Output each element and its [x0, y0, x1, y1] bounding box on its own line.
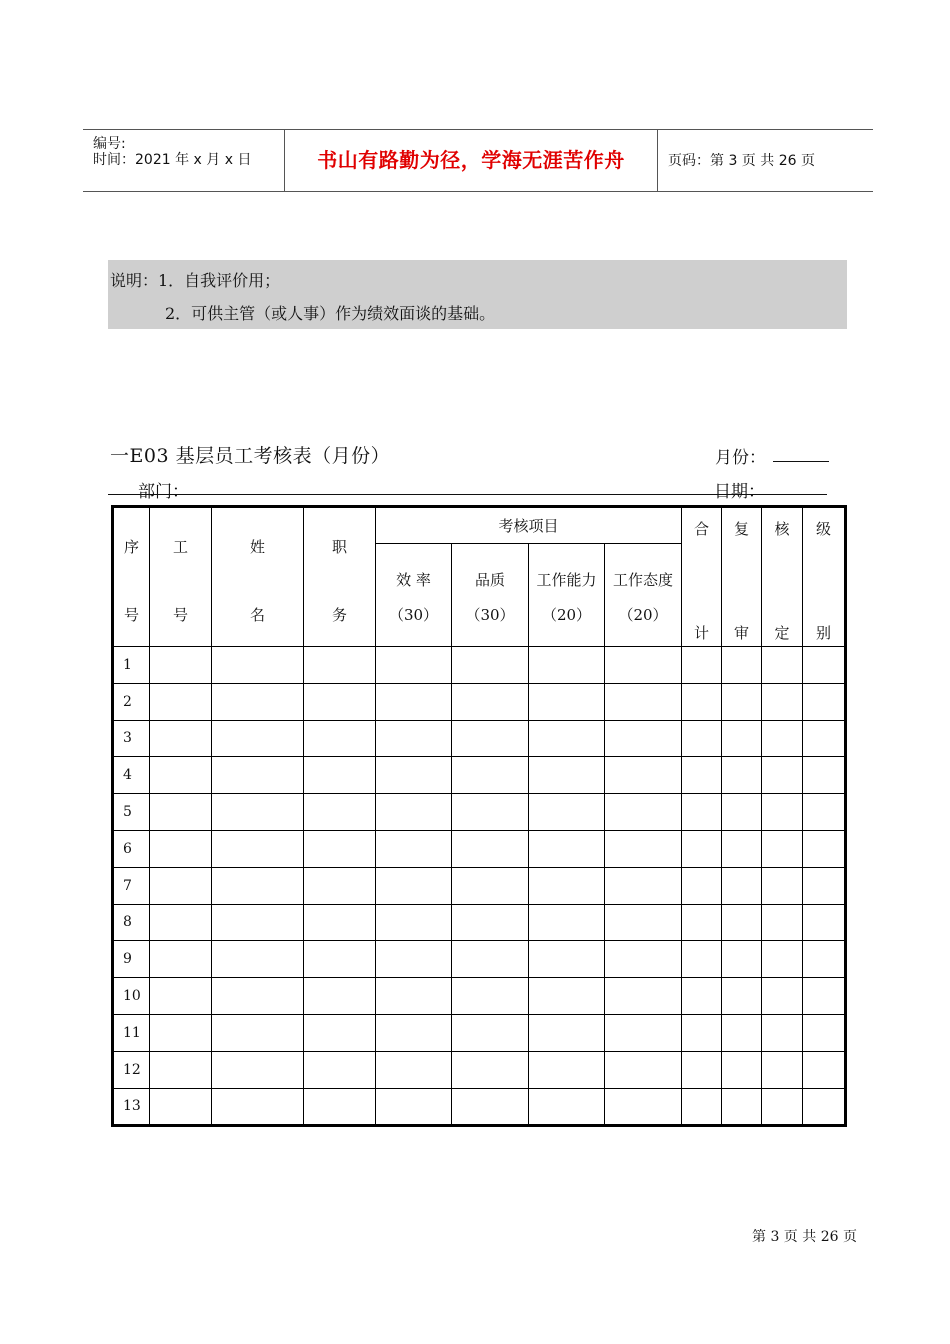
empty-cell[interactable]: [803, 1014, 846, 1051]
empty-cell[interactable]: [722, 867, 762, 904]
row-number: 13: [113, 1088, 150, 1126]
empty-cell[interactable]: [150, 1014, 212, 1051]
row-number: 9: [113, 941, 150, 978]
empty-cell[interactable]: [212, 1088, 304, 1126]
empty-cell[interactable]: [376, 647, 452, 684]
empty-cell[interactable]: [803, 830, 846, 867]
empty-cell[interactable]: [722, 757, 762, 794]
table-row: [113, 1014, 846, 1051]
table-row: [113, 647, 846, 684]
empty-cell[interactable]: [150, 794, 212, 831]
table-row: [113, 720, 846, 757]
empty-cell[interactable]: [722, 1088, 762, 1126]
empty-cell[interactable]: [452, 647, 529, 684]
empty-cell[interactable]: [762, 1014, 803, 1051]
empty-cell[interactable]: [150, 757, 212, 794]
empty-cell[interactable]: [376, 1051, 452, 1088]
empty-cell[interactable]: [376, 1014, 452, 1051]
empty-cell[interactable]: [682, 1051, 722, 1088]
empty-cell[interactable]: [803, 683, 846, 720]
table-row: [113, 867, 846, 904]
header-level: 级 别: [803, 507, 846, 647]
empty-cell[interactable]: [803, 1051, 846, 1088]
empty-cell[interactable]: [452, 978, 529, 1015]
header-employee-id: 工 号: [150, 507, 212, 647]
empty-cell[interactable]: [529, 794, 605, 831]
empty-cell[interactable]: [529, 904, 605, 941]
row-number: 5: [113, 794, 150, 831]
empty-cell[interactable]: [762, 757, 803, 794]
row-number: 3: [113, 720, 150, 757]
header-efficiency: 效 率 （30）: [376, 544, 452, 647]
empty-cell[interactable]: [605, 904, 682, 941]
empty-cell[interactable]: [304, 1014, 376, 1051]
empty-cell[interactable]: [452, 941, 529, 978]
row-number: 11: [113, 1014, 150, 1051]
empty-cell[interactable]: [762, 904, 803, 941]
empty-cell[interactable]: [376, 720, 452, 757]
empty-cell[interactable]: [150, 978, 212, 1015]
evaluation-table: [111, 505, 847, 1127]
empty-cell[interactable]: [304, 683, 376, 720]
empty-cell[interactable]: [212, 904, 304, 941]
table-row: [113, 757, 846, 794]
empty-cell[interactable]: [722, 978, 762, 1015]
empty-cell[interactable]: [376, 904, 452, 941]
empty-cell[interactable]: [212, 794, 304, 831]
empty-cell[interactable]: [150, 647, 212, 684]
table-row: [113, 830, 846, 867]
header-total: 合 计: [682, 507, 722, 647]
empty-cell[interactable]: [452, 904, 529, 941]
empty-cell[interactable]: [682, 867, 722, 904]
empty-cell[interactable]: [605, 1014, 682, 1051]
empty-cell[interactable]: [529, 720, 605, 757]
empty-cell[interactable]: [150, 904, 212, 941]
empty-cell[interactable]: [529, 1014, 605, 1051]
form-title: 一E03 基层员工考核表（月份）: [110, 445, 391, 467]
empty-cell[interactable]: [376, 941, 452, 978]
table-row: [113, 794, 846, 831]
empty-cell[interactable]: [605, 794, 682, 831]
empty-cell[interactable]: [452, 1014, 529, 1051]
empty-cell[interactable]: [452, 794, 529, 831]
empty-cell[interactable]: [150, 867, 212, 904]
empty-cell[interactable]: [682, 1088, 722, 1126]
empty-cell[interactable]: [605, 941, 682, 978]
empty-cell[interactable]: [304, 904, 376, 941]
row-number: 8: [113, 904, 150, 941]
empty-cell[interactable]: [212, 720, 304, 757]
empty-cell[interactable]: [722, 830, 762, 867]
empty-cell[interactable]: [376, 1088, 452, 1126]
empty-cell[interactable]: [304, 867, 376, 904]
empty-cell[interactable]: [762, 794, 803, 831]
row-number: 12: [113, 1051, 150, 1088]
empty-cell[interactable]: [376, 794, 452, 831]
empty-cell[interactable]: [722, 904, 762, 941]
empty-cell[interactable]: [803, 720, 846, 757]
header-name: 姓 名: [212, 507, 304, 647]
time-label: 时间：2021 年 x 月 x 日: [93, 152, 252, 168]
empty-cell[interactable]: [803, 867, 846, 904]
header-position: 职 务: [304, 507, 376, 647]
header-attitude: 工作态度 （20）: [605, 544, 682, 647]
empty-cell[interactable]: [722, 647, 762, 684]
empty-cell[interactable]: [304, 1088, 376, 1126]
empty-cell[interactable]: [803, 1088, 846, 1126]
table-row: [113, 978, 846, 1015]
empty-cell[interactable]: [762, 941, 803, 978]
month-label: 月份：: [715, 448, 766, 468]
row-number: 4: [113, 757, 150, 794]
empty-cell[interactable]: [452, 757, 529, 794]
empty-cell[interactable]: [529, 978, 605, 1015]
empty-cell[interactable]: [605, 978, 682, 1015]
header-quality: 品质 （30）: [452, 544, 529, 647]
empty-cell[interactable]: [150, 941, 212, 978]
empty-cell[interactable]: [803, 647, 846, 684]
empty-cell[interactable]: [682, 757, 722, 794]
department-label: 部门：: [138, 482, 189, 502]
row-number: 1: [113, 647, 150, 684]
empty-cell[interactable]: [605, 867, 682, 904]
empty-cell[interactable]: [762, 683, 803, 720]
empty-cell[interactable]: [212, 830, 304, 867]
empty-cell[interactable]: [150, 683, 212, 720]
empty-cell[interactable]: [682, 978, 722, 1015]
empty-cell[interactable]: [304, 720, 376, 757]
empty-cell[interactable]: [722, 794, 762, 831]
empty-cell[interactable]: [529, 1088, 605, 1126]
empty-cell[interactable]: [452, 683, 529, 720]
empty-cell[interactable]: [150, 1051, 212, 1088]
empty-cell[interactable]: [376, 683, 452, 720]
empty-cell[interactable]: [304, 757, 376, 794]
empty-cell[interactable]: [529, 941, 605, 978]
empty-cell[interactable]: [762, 720, 803, 757]
page-footer: 第 3 页 共 26 页: [752, 1229, 857, 1245]
empty-cell[interactable]: [212, 1051, 304, 1088]
empty-cell[interactable]: [682, 941, 722, 978]
header-ability: 工作能力 （20）: [529, 544, 605, 647]
empty-cell[interactable]: [376, 830, 452, 867]
instruction-note: [108, 260, 847, 329]
empty-cell[interactable]: [529, 1051, 605, 1088]
empty-cell[interactable]: [605, 1088, 682, 1126]
row-number: 2: [113, 683, 150, 720]
header-review: 复 审: [722, 507, 762, 647]
empty-cell[interactable]: [803, 794, 846, 831]
empty-cell[interactable]: [212, 1014, 304, 1051]
empty-cell[interactable]: [304, 978, 376, 1015]
empty-cell[interactable]: [212, 683, 304, 720]
empty-cell[interactable]: [762, 1051, 803, 1088]
empty-cell[interactable]: [150, 720, 212, 757]
empty-cell[interactable]: [803, 978, 846, 1015]
table-row: [113, 1051, 846, 1088]
header-approve: 核 定: [762, 507, 803, 647]
table-row: [113, 904, 846, 941]
empty-cell[interactable]: [682, 647, 722, 684]
page-label: 页码：第 3 页 共 26 页: [668, 153, 815, 169]
empty-cell[interactable]: [452, 867, 529, 904]
row-number: 10: [113, 978, 150, 1015]
table-row: [113, 941, 846, 978]
empty-cell[interactable]: [762, 867, 803, 904]
empty-cell[interactable]: [304, 794, 376, 831]
header-page-cell: [658, 130, 873, 191]
empty-cell[interactable]: [605, 830, 682, 867]
motto: 书山有路勤为径，学海无涯苦作舟: [317, 148, 625, 172]
date-label: 日期：: [714, 482, 765, 502]
empty-cell[interactable]: [762, 830, 803, 867]
empty-cell[interactable]: [529, 647, 605, 684]
table-row: [113, 1088, 846, 1126]
number-label: 编号:: [93, 136, 126, 152]
month-fill-line: [773, 461, 829, 462]
empty-cell[interactable]: [376, 978, 452, 1015]
empty-cell[interactable]: [682, 720, 722, 757]
empty-cell[interactable]: [529, 683, 605, 720]
empty-cell[interactable]: [304, 1051, 376, 1088]
row-number: 6: [113, 830, 150, 867]
empty-cell[interactable]: [452, 830, 529, 867]
empty-cell[interactable]: [212, 978, 304, 1015]
note-line-1: 说明：1．自我评价用；: [110, 271, 281, 290]
empty-cell[interactable]: [762, 1088, 803, 1126]
empty-cell[interactable]: [150, 1088, 212, 1126]
empty-cell[interactable]: [682, 683, 722, 720]
table-row: [113, 683, 846, 720]
empty-cell[interactable]: [304, 647, 376, 684]
empty-cell[interactable]: [529, 830, 605, 867]
empty-cell[interactable]: [803, 757, 846, 794]
header-seq: 序 号: [113, 507, 150, 647]
header-meta-cell: [83, 130, 285, 191]
empty-cell[interactable]: [682, 830, 722, 867]
header-motto-cell: [285, 130, 658, 191]
empty-cell[interactable]: [605, 1051, 682, 1088]
empty-cell[interactable]: [605, 647, 682, 684]
empty-cell[interactable]: [452, 1088, 529, 1126]
empty-cell[interactable]: [605, 757, 682, 794]
empty-cell[interactable]: [605, 683, 682, 720]
empty-cell[interactable]: [803, 904, 846, 941]
empty-cell[interactable]: [376, 757, 452, 794]
empty-cell[interactable]: [722, 941, 762, 978]
empty-cell[interactable]: [376, 867, 452, 904]
empty-cell[interactable]: [529, 757, 605, 794]
empty-cell[interactable]: [212, 941, 304, 978]
empty-cell[interactable]: [682, 794, 722, 831]
empty-cell[interactable]: [722, 1014, 762, 1051]
row-number: 7: [113, 867, 150, 904]
dept-date-underline: [108, 494, 827, 495]
empty-cell[interactable]: [722, 720, 762, 757]
empty-cell[interactable]: [682, 904, 722, 941]
empty-cell[interactable]: [605, 720, 682, 757]
empty-cell[interactable]: [762, 978, 803, 1015]
empty-cell[interactable]: [212, 867, 304, 904]
document-header: [83, 129, 873, 192]
header-assessment-items: 考核项目: [376, 507, 682, 544]
empty-cell[interactable]: [762, 647, 803, 684]
empty-cell[interactable]: [304, 830, 376, 867]
empty-cell[interactable]: [452, 1051, 529, 1088]
empty-cell[interactable]: [722, 1051, 762, 1088]
empty-cell[interactable]: [682, 1014, 722, 1051]
empty-cell[interactable]: [722, 683, 762, 720]
empty-cell[interactable]: [212, 647, 304, 684]
empty-cell[interactable]: [212, 757, 304, 794]
empty-cell[interactable]: [304, 941, 376, 978]
empty-cell[interactable]: [529, 867, 605, 904]
empty-cell[interactable]: [803, 941, 846, 978]
note-line-2: 2．可供主管（或人事）作为绩效面谈的基础。: [165, 304, 496, 323]
empty-cell[interactable]: [452, 720, 529, 757]
empty-cell[interactable]: [150, 830, 212, 867]
